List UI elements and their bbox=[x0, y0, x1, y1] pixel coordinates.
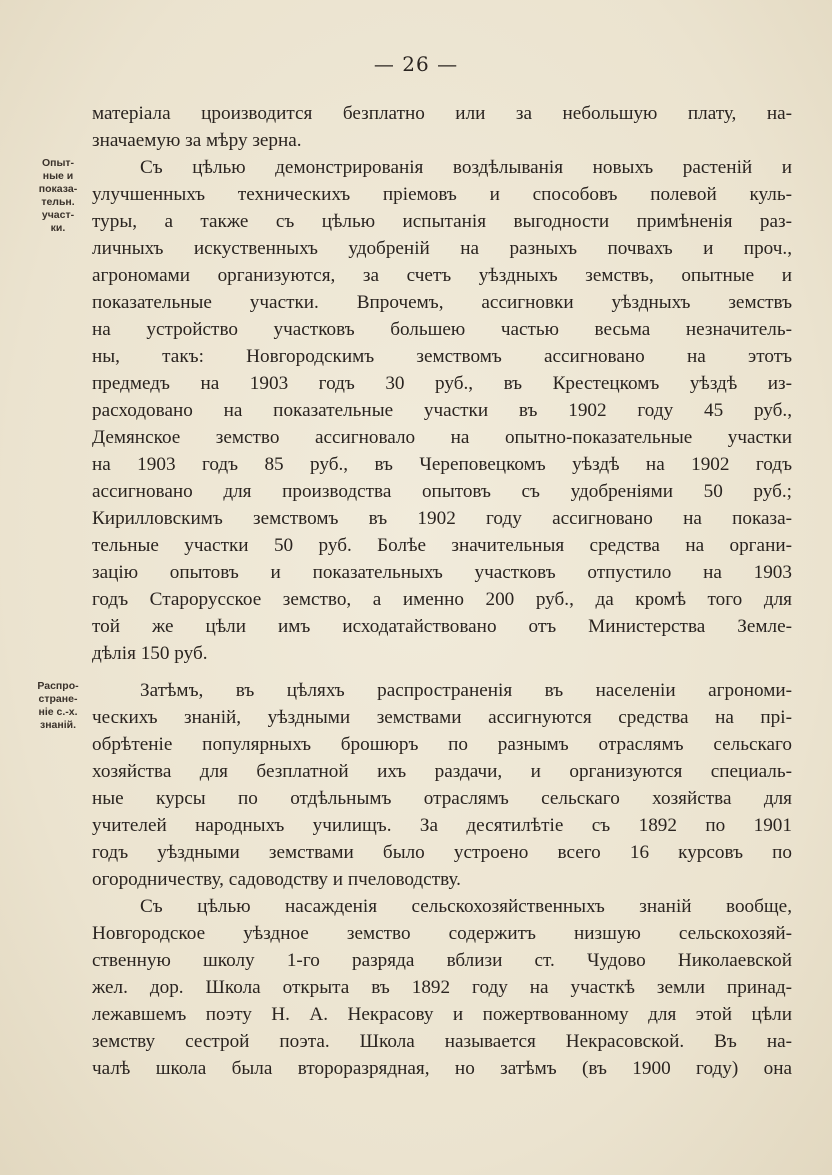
text-line: годъ Старорусское земство, а именно 200 руб., да кромѣ того для bbox=[92, 589, 792, 610]
text-line: зацію опытовъ и показательныхъ участковъ отпустило на 1903 bbox=[92, 562, 792, 583]
text-line: лежавшемъ поэту Н. А. Некрасову и пожертвованному для этой цѣли bbox=[92, 1004, 792, 1025]
text-line: тельные участки 50 руб. Болѣе значительныя средства на органи- bbox=[92, 535, 792, 556]
text-line: ственную школу 1-го разряда вблизи ст. Чудово Николаевской bbox=[92, 950, 792, 971]
text-line: учителей народныхъ училищъ. За десятилѣтіе съ 1892 по 1901 bbox=[92, 815, 792, 836]
text-line: ные курсы по отдѣльнымъ отраслямъ сельскаго хозяйства для bbox=[92, 788, 792, 809]
margin-note-line: показа- bbox=[38, 183, 78, 195]
text-line: расходовано на показательные участки въ 1902 году 45 руб., bbox=[92, 400, 792, 421]
text-line: личныхъ искуственныхъ удобреній на разныхъ почвахъ и проч., bbox=[92, 238, 792, 259]
text-line: ассигновано для производства опытовъ съ удобреніями 50 руб.; bbox=[92, 481, 792, 502]
margin-note-line: знаній. bbox=[39, 719, 77, 731]
text-line: годъ уѣздными земствами было устроено всего 16 курсовъ по bbox=[92, 842, 792, 863]
text-line: огородничеству, садоводству и пчеловодству. bbox=[92, 869, 461, 890]
text-line: предмедъ на 1903 годъ 30 руб., въ Крестецкомъ уѣздѣ из- bbox=[92, 373, 792, 394]
margin-note-line: ные и bbox=[42, 170, 74, 182]
margin-note-line: стране- bbox=[38, 693, 78, 705]
text-line: показательные участки. Впрочемъ, ассигновки уѣздныхъ земствъ bbox=[92, 292, 792, 313]
text-line: ны, такъ: Новгородскимъ земствомъ ассигновано на этотъ bbox=[92, 346, 792, 367]
margin-note-dissemination bbox=[24, 680, 92, 732]
text-line: ческихъ знаній, уѣздными земствами ассигнуются средства на прі- bbox=[92, 707, 792, 728]
text-line: на 1903 годъ 85 руб., въ Череповецкомъ уѣздѣ на 1902 годъ bbox=[92, 454, 792, 475]
margin-note-line: Опыт- bbox=[41, 157, 75, 169]
text-line: земству сестрой поэта. Школа называется Некрасовской. Въ на- bbox=[92, 1031, 792, 1052]
text-line: хозяйства для безплатной ихъ раздачи, и организуются специаль- bbox=[92, 761, 792, 782]
text-line: жел. дор. Школа открыта въ 1892 году на участкѣ земли принад- bbox=[92, 977, 792, 998]
text-line: дѣлія 150 руб. bbox=[92, 643, 208, 664]
margin-note-line: ніе с.-х. bbox=[38, 706, 78, 718]
margin-note-line: Распро- bbox=[37, 680, 79, 692]
text-line: Съ цѣлью насажденія сельскохозяйственныхъ знаній вообще, bbox=[140, 896, 792, 917]
text-line: обрѣтеніе популярныхъ брошюръ по разнымъ отраслямъ сельскаго bbox=[92, 734, 792, 755]
margin-note-experimental-plots bbox=[24, 157, 92, 235]
text-line: Съ цѣлью демонстрированія воздѣлыванія новыхъ растеній и bbox=[140, 157, 792, 178]
text-line: Новгородское уѣздное земство содержитъ низшую сельскохозяй- bbox=[92, 923, 792, 944]
text-line: той же цѣли имъ исходатайствовано отъ Министерства Земле- bbox=[92, 616, 792, 637]
margin-note-line: участ- bbox=[41, 209, 75, 221]
text-line: Затѣмъ, въ цѣляхъ распространенія въ населеніи агрономи- bbox=[140, 680, 792, 701]
text-line: туры, а также съ цѣлью испытанія выгодности примѣненія раз- bbox=[92, 211, 792, 232]
text-line: Демянское земство ассигновало на опытно-показательные участки bbox=[92, 427, 792, 448]
page-number: — 26 — bbox=[373, 52, 459, 76]
margin-note-line: ки. bbox=[50, 222, 66, 234]
text-line: значаемую за мѣру зерна. bbox=[92, 130, 302, 151]
text-line: агрономами организуются, за счетъ уѣздныхъ земствъ, опытные и bbox=[92, 265, 792, 286]
text-line: улучшенныхъ техническихъ пріемовъ и способовъ полевой куль- bbox=[92, 184, 792, 205]
text-line: на устройство участковъ большею частью весьма незначитель- bbox=[92, 319, 792, 340]
text-line: чалѣ школа была второразрядная, но затѣмъ (въ 1900 году) она bbox=[92, 1058, 792, 1079]
text-line: Кирилловскимъ земствомъ въ 1902 году ассигновано на показа- bbox=[92, 508, 792, 529]
text-line: матеріала цроизводится безплатно или за небольшую плату, на- bbox=[92, 103, 792, 124]
margin-note-line: тельн. bbox=[41, 196, 75, 208]
